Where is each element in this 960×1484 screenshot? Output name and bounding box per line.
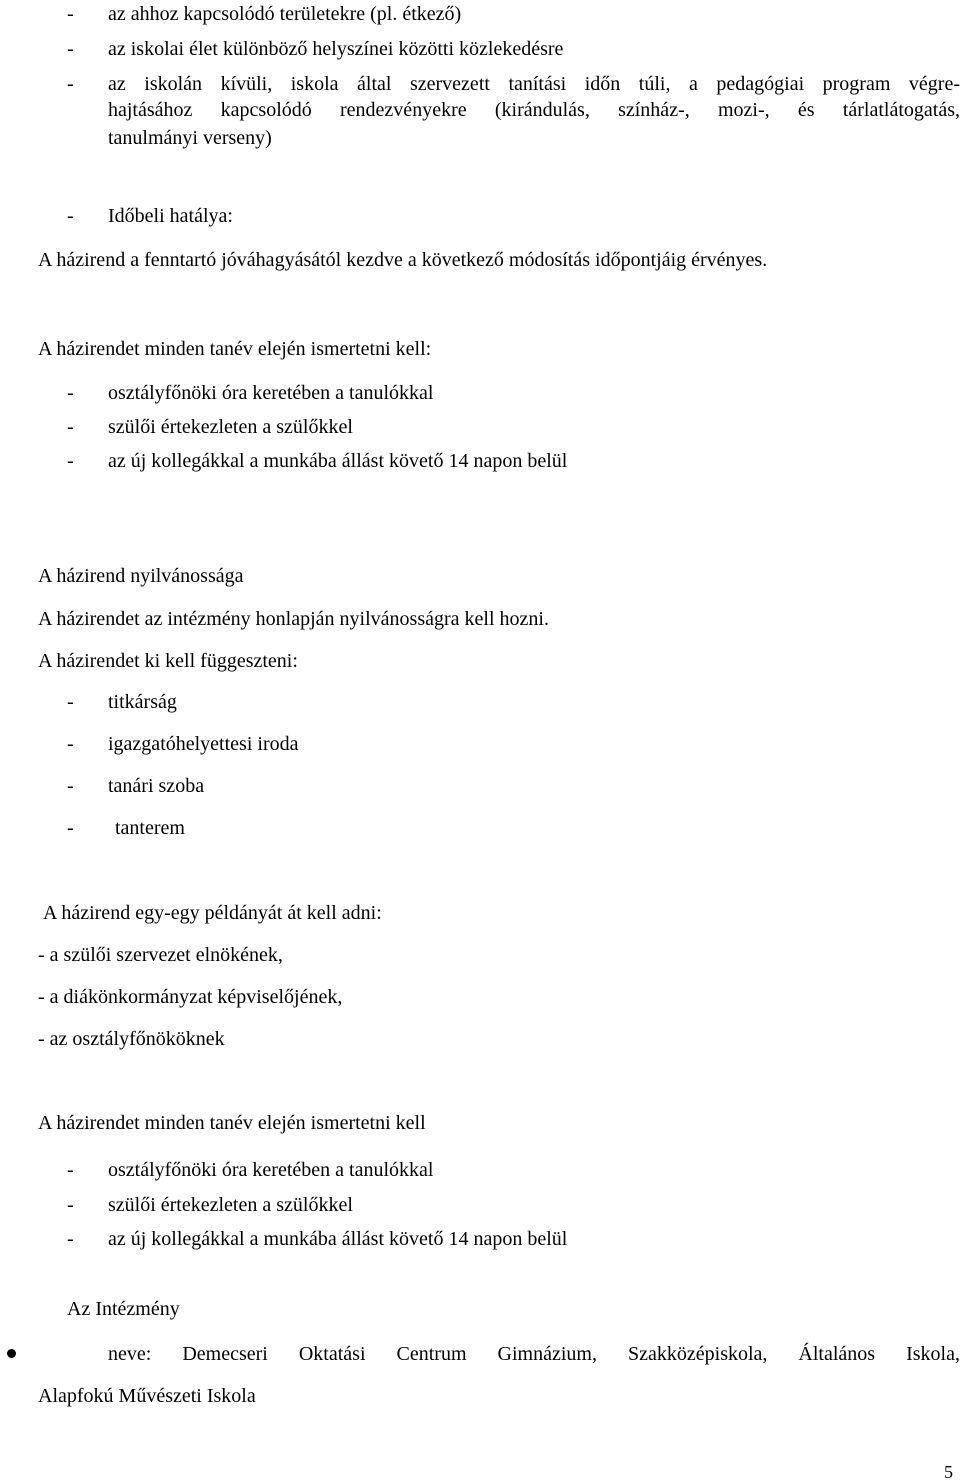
copies-heading: A házirend egy-egy példányát át kell adni:: [43, 902, 382, 924]
intro1-item-1: osztályfőnöki óra keretében a tanulókkal: [108, 382, 434, 404]
copies-item-3: - az osztályfőnököknek: [38, 1028, 225, 1050]
publicity-heading: A házirend nyilvánossága: [38, 565, 244, 587]
time-scope-text: A házirend a fenntartó jóváhagyásától kezdve a következő módosítás időpontjáig érvényes.: [38, 249, 768, 271]
list-dash: -: [67, 450, 74, 472]
institution-name-word: Demecseri: [182, 1343, 268, 1365]
place-item-4: tanterem: [115, 817, 185, 839]
place-item-1: titkárság: [108, 691, 177, 713]
list-dash: -: [67, 38, 74, 60]
list-dash: -: [67, 691, 74, 713]
institution-name-word: Centrum: [396, 1343, 467, 1365]
list-dash: -: [67, 775, 74, 797]
institution-name-word: Gimnázium,: [497, 1343, 597, 1365]
scope-item-3-line1: az iskolán kívüli, iskola által szervezett tanítási időn túli, a pedagógiai program végre-: [108, 73, 960, 95]
list-dash: -: [67, 1228, 74, 1250]
list-dash: -: [67, 1194, 74, 1216]
place-item-3: tanári szoba: [108, 775, 205, 797]
institution-name-line2: Alapfokú Művészeti Iskola: [38, 1385, 256, 1407]
list-dash: -: [67, 733, 74, 755]
scope-item-1: az ahhoz kapcsolódó területekre (pl. étkező): [108, 3, 462, 25]
list-dash: -: [67, 416, 74, 438]
list-dash: -: [67, 3, 74, 25]
intro1-heading: A házirendet minden tanév elején ismertetni kell:: [38, 338, 432, 360]
intro1-item-3: az új kollegákkal a munkába állást követő 14 napon belül: [108, 450, 568, 472]
intro2-item-1: osztályfőnöki óra keretében a tanulókkal: [108, 1159, 434, 1181]
copies-item-1: - a szülői szervezet elnökének,: [38, 944, 283, 966]
institution-name-word: Szakközépiskola,: [628, 1343, 768, 1365]
scope-item-3-line2: hajtásához kapcsolódó rendezvényekre (kirándulás, színház-, mozi-, és tárlatlátogatás,: [108, 99, 960, 121]
list-dash: -: [67, 1159, 74, 1181]
list-dash: -: [67, 382, 74, 404]
scope-item-3-line3: tanulmányi verseny): [108, 127, 272, 149]
institution-name-word: Iskola,: [906, 1343, 960, 1365]
list-dash: -: [67, 205, 74, 227]
intro2-item-3: az új kollegákkal a munkába állást követő 14 napon belül: [108, 1228, 568, 1250]
publicity-post-heading: A házirendet ki kell függeszteni:: [38, 650, 298, 672]
bullet-icon: [7, 1349, 16, 1358]
institution-name-word: Általános: [798, 1343, 876, 1365]
intro2-heading: A házirendet minden tanév elején ismertetni kell: [38, 1112, 426, 1134]
page-number: 5: [944, 1462, 953, 1482]
place-item-2: igazgatóhelyettesi iroda: [108, 733, 299, 755]
institution-name-word: neve:: [108, 1343, 152, 1365]
list-dash: -: [67, 73, 74, 95]
scope-item-2: az iskolai élet különböző helyszínei közötti közlekedésre: [108, 38, 564, 60]
institution-name-line1: [108, 1342, 960, 1366]
time-scope-heading: Időbeli hatálya:: [108, 205, 233, 227]
copies-item-2: - a diákönkormányzat képviselőjének,: [38, 986, 343, 1008]
list-dash: -: [67, 817, 74, 839]
institution-heading: Az Intézmény: [67, 1298, 180, 1320]
institution-name-word: Oktatási: [298, 1343, 366, 1365]
publicity-text: A házirendet az intézmény honlapján nyilvánosságra kell hozni.: [38, 608, 549, 630]
intro1-item-2: szülői értekezleten a szülőkkel: [108, 416, 353, 438]
intro2-item-2: szülői értekezleten a szülőkkel: [108, 1194, 353, 1216]
